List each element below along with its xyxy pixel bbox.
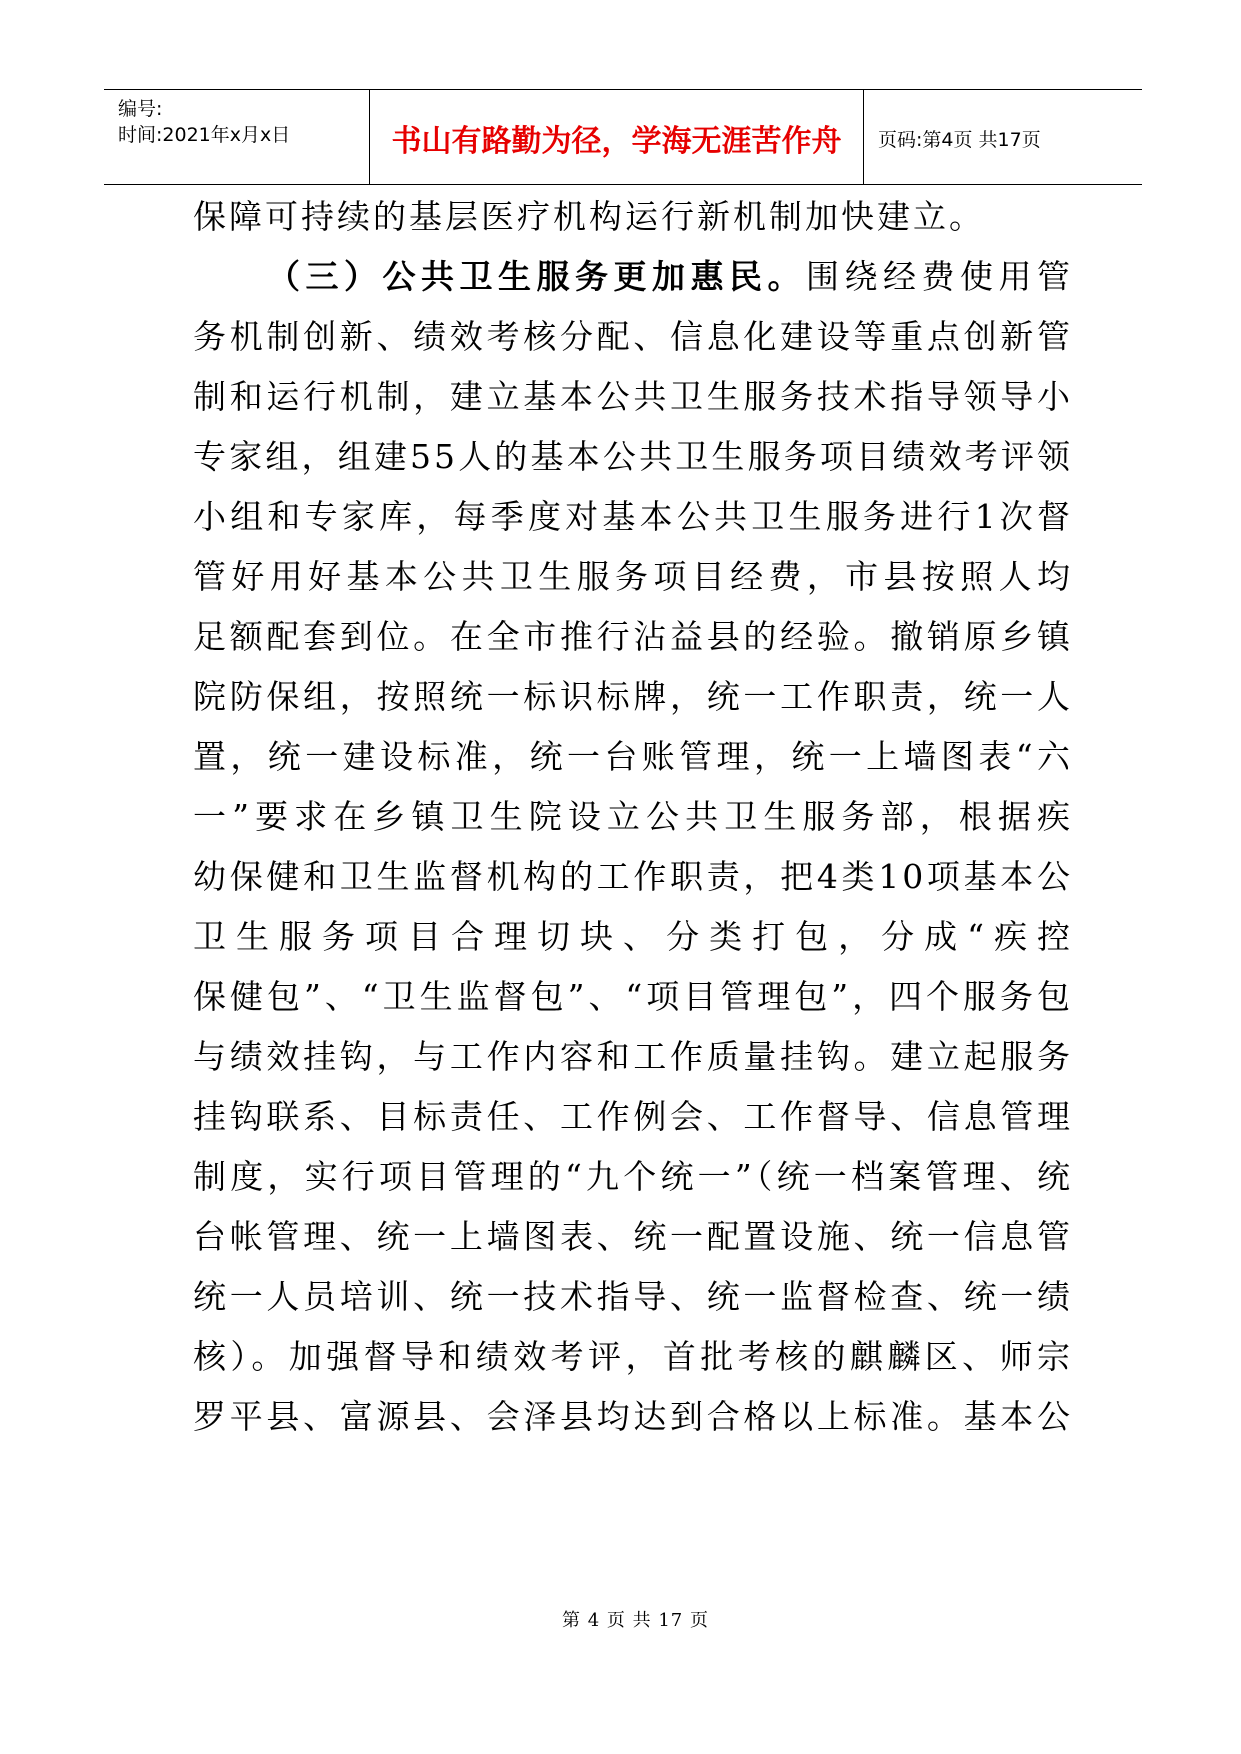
body-line: 幼保健和卫生监督机构的工作职责，把4类10项基本公	[193, 857, 1073, 896]
body-line: 与绩效挂钩，与工作内容和工作质量挂钩。建立起服务	[193, 1037, 1073, 1076]
header-motto: 书山有路勤为径，学海无涯苦作舟	[391, 124, 842, 159]
body-line: 制和运行机制，建立基本公共卫生服务技术指导领导小	[193, 377, 1073, 416]
body-line: 管好用好基本公共卫生服务项目经费，市县按照人均	[193, 557, 1073, 596]
body-line: 罗平县、富源县、会泽县均达到合格以上标准。基本公	[193, 1397, 1073, 1436]
document-number-label: 编号:	[118, 98, 163, 120]
page-header	[104, 89, 1142, 185]
header-middle-cell	[369, 90, 864, 184]
body-line: 足额配套到位。在全市推行沾益县的经验。撤销原乡镇	[193, 617, 1073, 656]
body-line: 院防保组，按照统一标识标牌，统一工作职责，统一人	[193, 677, 1073, 716]
body-line: 专家组，组建55人的基本公共卫生服务项目绩效考评领	[193, 437, 1073, 476]
body-line: 核）。加强督导和绩效考评，首批考核的麒麟区、师宗	[193, 1337, 1073, 1376]
section-heading: （三）公共卫生服务更加惠民。	[267, 257, 806, 296]
header-right-cell	[864, 90, 1142, 184]
page-footer	[0, 1606, 1241, 1632]
body-line: 小组和专家库，每季度对基本公共卫生服务进行1次督	[193, 497, 1073, 536]
body-line	[267, 257, 1073, 297]
body-line: 挂钩联系、目标责任、工作例会、工作督导、信息管理	[193, 1097, 1073, 1136]
body-line: 保健包”、“卫生监督包”、“项目管理包”，四个服务包	[193, 977, 1073, 1016]
body-line: 制度，实行项目管理的“九个统一”（统一档案管理、统	[193, 1157, 1073, 1196]
header-left-cell	[104, 90, 369, 184]
body-line: 卫生服务项目合理切块、分类打包，分成“疾控	[193, 917, 1073, 956]
body-line: 一”要求在乡镇卫生院设立公共卫生服务部，根据疾	[193, 797, 1073, 836]
body-line: 置，统一建设标准，统一台账管理，统一上墙图表“六	[193, 737, 1073, 776]
document-date: 时间:2021年x月x日	[118, 124, 291, 146]
body-line: 保障可持续的基层医疗机构运行新机制加快建立。	[193, 197, 985, 236]
footer-page-number: 第 4 页 共 17 页	[562, 1610, 709, 1631]
header-page-info: 页码:第4页 共17页	[878, 129, 1041, 151]
body-line-rest: 围绕经费使用管	[806, 257, 1073, 296]
body-line: 台帐管理、统一上墙图表、统一配置设施、统一信息管	[193, 1217, 1073, 1256]
body-line: 务机制创新、绩效考核分配、信息化建设等重点创新管	[193, 317, 1073, 356]
body-line: 统一人员培训、统一技术指导、统一监督检查、统一绩	[193, 1277, 1073, 1316]
